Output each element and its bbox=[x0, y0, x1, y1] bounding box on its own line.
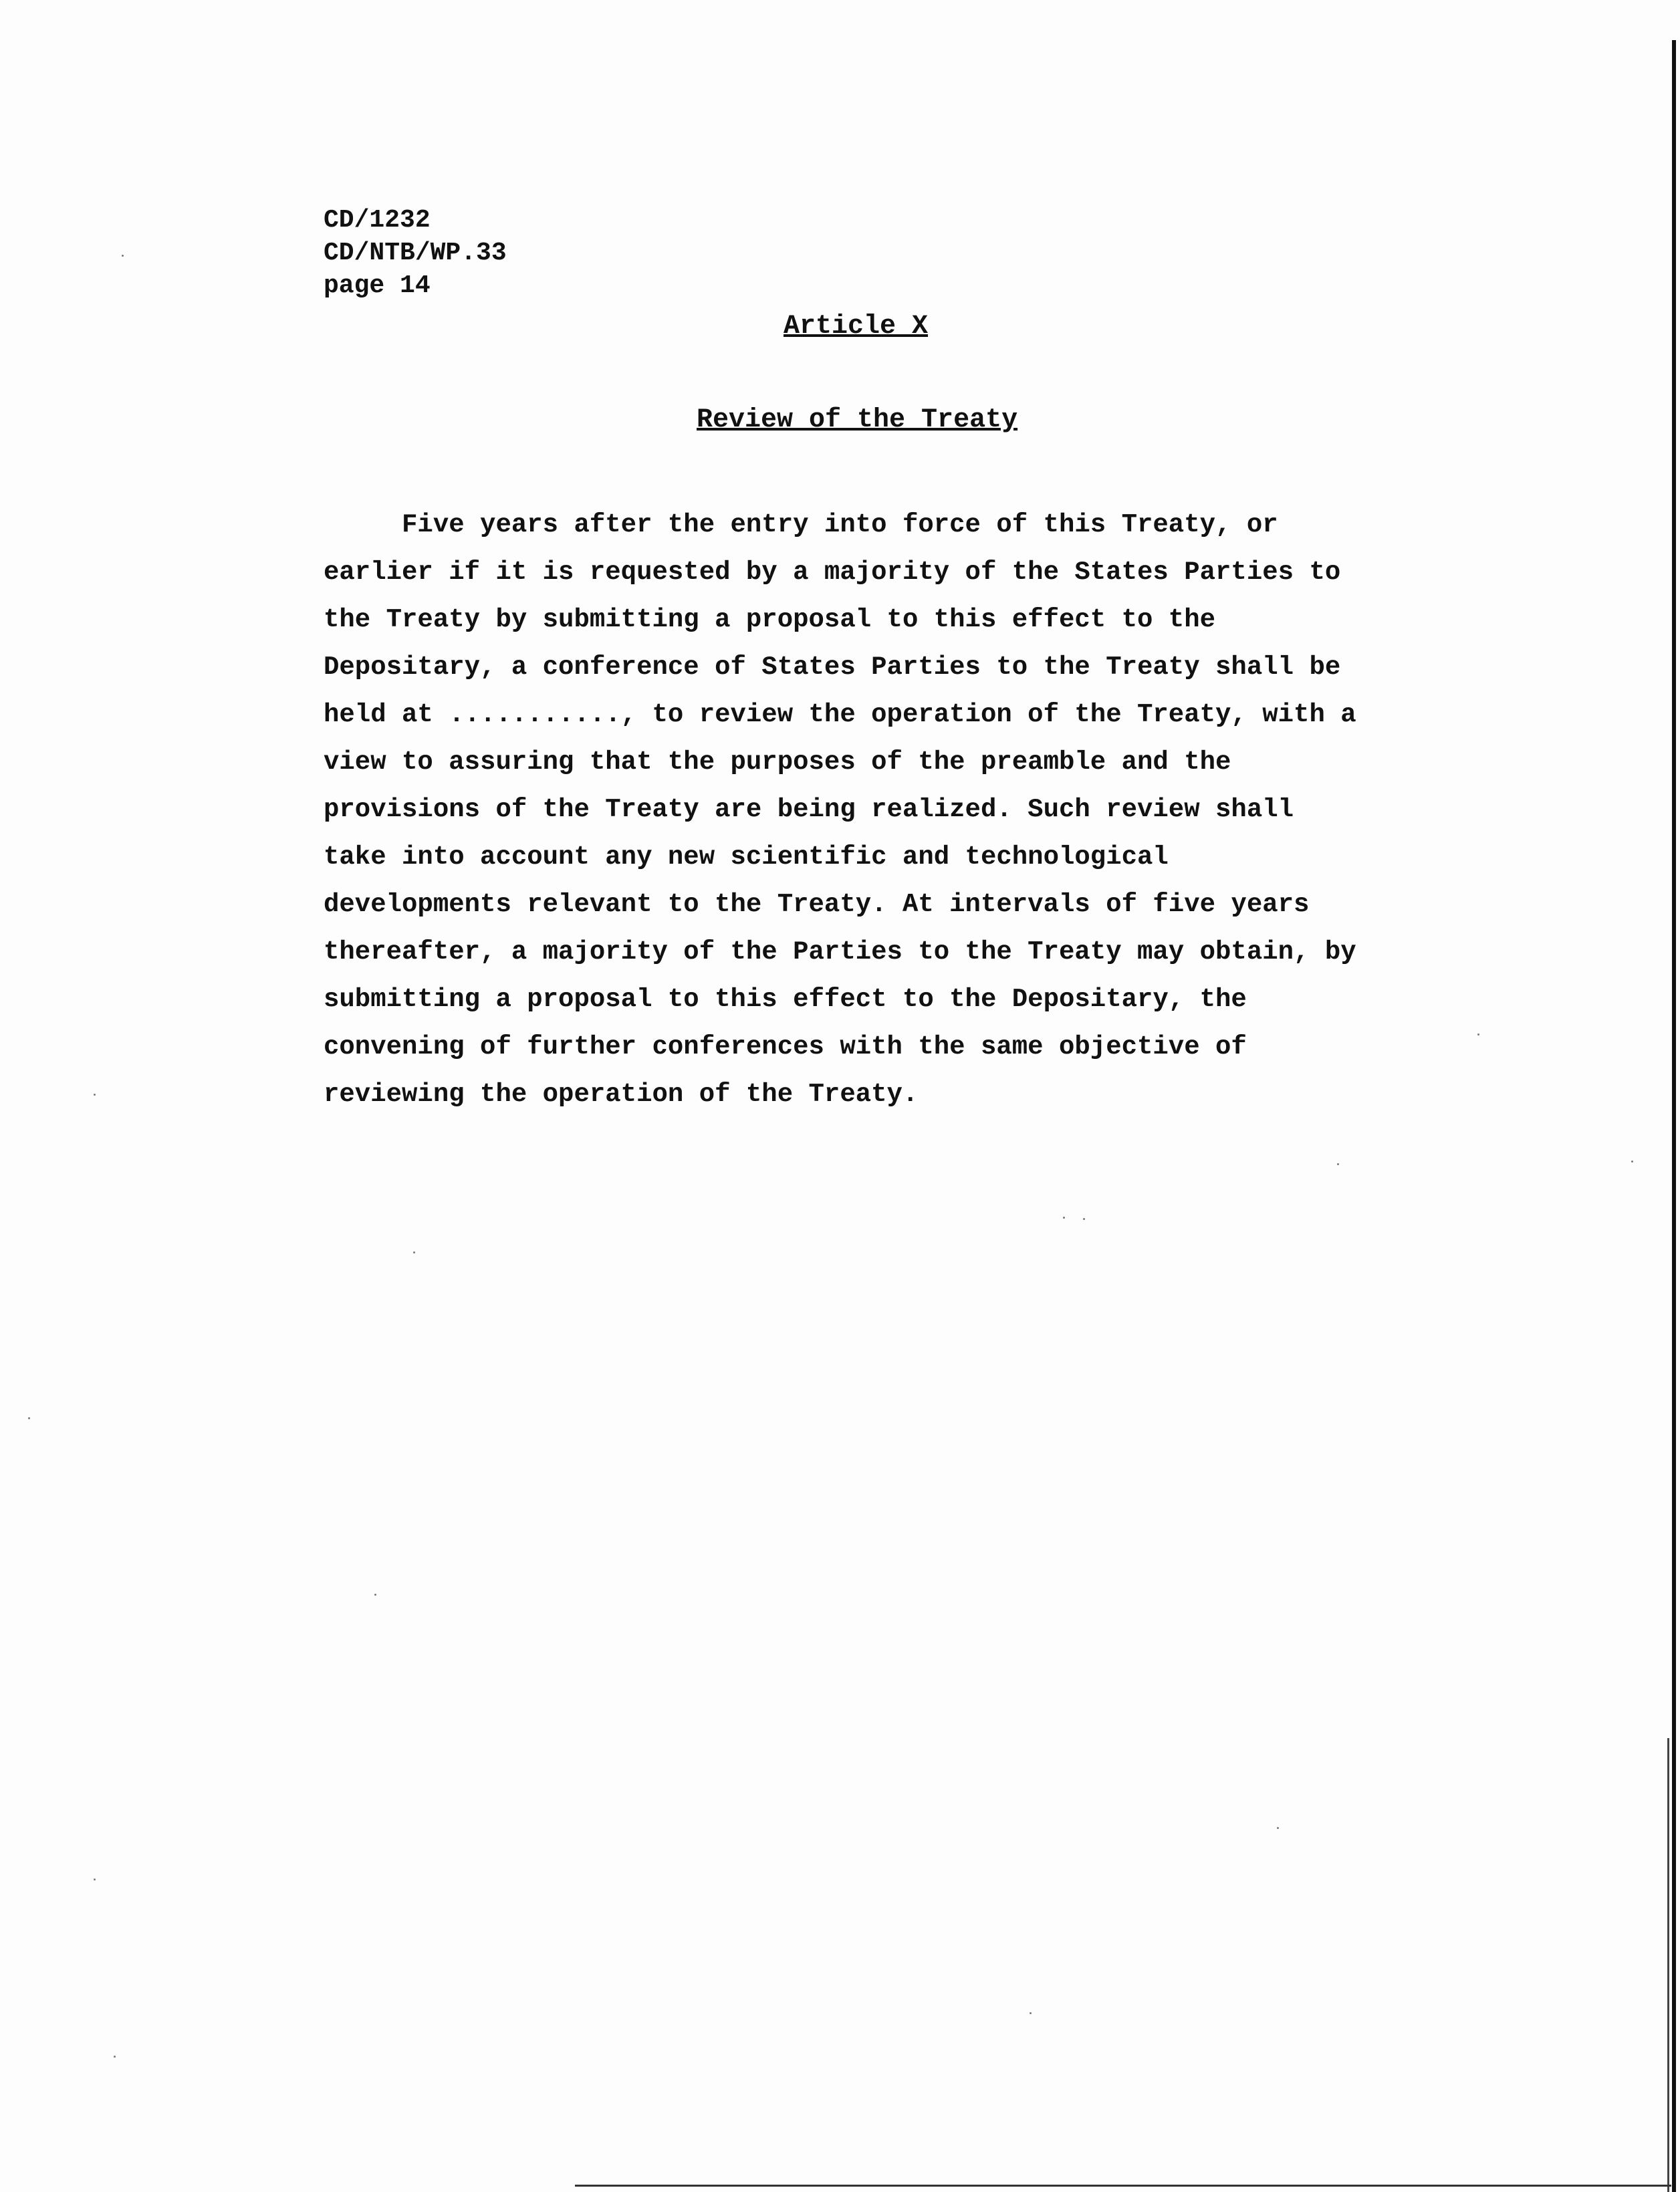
page-right-edge-shadow bbox=[1667, 1738, 1669, 2192]
scan-speck bbox=[122, 255, 124, 257]
scan-speck bbox=[374, 1594, 376, 1596]
page-right-edge bbox=[1672, 40, 1676, 2192]
body-line: Depositary, a conference of States Parties to the Treaty shall be bbox=[324, 652, 1341, 682]
page-bottom-edge bbox=[575, 2185, 1671, 2187]
scan-speck bbox=[94, 1094, 96, 1096]
body-line: submitting a proposal to this effect to the Depositary, the bbox=[324, 985, 1247, 1014]
scan-speck bbox=[94, 1878, 96, 1880]
body-line: earlier if it is requested by a majority of the States Parties to bbox=[324, 558, 1341, 587]
scan-speck bbox=[1063, 1217, 1065, 1219]
body-line: take into account any new scientific and technological bbox=[324, 842, 1169, 872]
body-line: developments relevant to the Treaty. At intervals of five years bbox=[324, 890, 1310, 919]
section-title: Review of the Treaty bbox=[697, 405, 1018, 435]
scan-speck bbox=[114, 2056, 116, 2058]
document-working-paper-symbol: CD/NTB/WP.33 bbox=[324, 239, 507, 267]
scan-speck bbox=[1083, 1218, 1085, 1220]
scan-speck bbox=[1337, 1163, 1339, 1165]
body-line: reviewing the operation of the Treaty. bbox=[324, 1080, 919, 1109]
body-line: provisions of the Treaty are being realized. Such review shall bbox=[324, 795, 1294, 824]
body-line: the Treaty by submitting a proposal to this effect to the bbox=[324, 605, 1216, 634]
body-line: Five years after the entry into force of this Treaty, or bbox=[324, 510, 1278, 539]
scan-speck bbox=[413, 1251, 415, 1253]
document-header bbox=[324, 204, 507, 302]
scan-speck bbox=[28, 1417, 30, 1419]
body-line: convening of further conferences with the same objective of bbox=[324, 1032, 1247, 1062]
article-title: Article X bbox=[784, 312, 929, 342]
document-symbol: CD/1232 bbox=[324, 206, 431, 235]
body-line: thereafter, a majority of the Parties to the Treaty may obtain, by bbox=[324, 937, 1356, 967]
body-paragraph bbox=[324, 501, 1420, 1118]
scan-speck bbox=[1477, 1033, 1479, 1036]
body-line: view to assuring that the purposes of the preamble and the bbox=[324, 747, 1231, 777]
scan-speck bbox=[1277, 1827, 1279, 1829]
body-line: held at ..........., to review the operation of the Treaty, with a bbox=[324, 700, 1356, 729]
scan-speck bbox=[1631, 1161, 1633, 1163]
scan-speck bbox=[1030, 2012, 1032, 2014]
page-number: page 14 bbox=[324, 271, 431, 300]
